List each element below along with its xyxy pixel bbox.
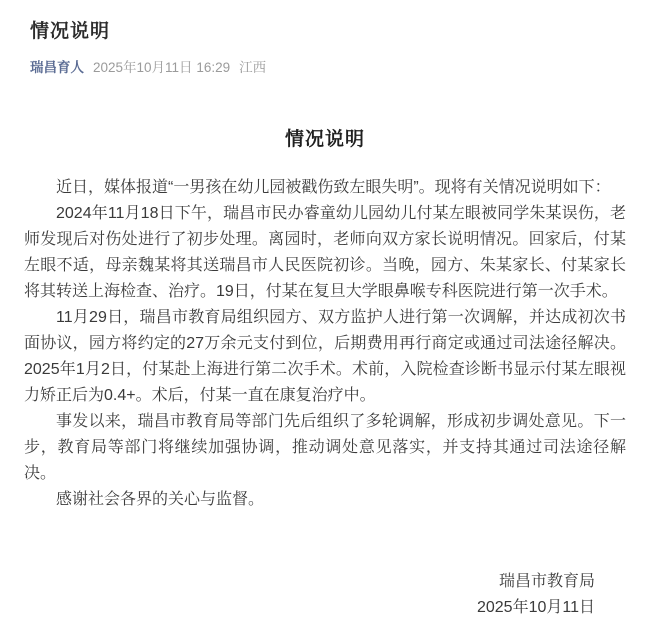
statement-paragraph-4: 事发以来，瑞昌市教育局等部门先后组织了多轮调解，形成初步调处意见。下一步，教育局等部门将继续加强协调，推动调处意见落实，并支持其通过司法途径解决。 xyxy=(24,413,626,482)
article-header xyxy=(0,0,650,76)
statement-paragraph-5: 感谢社会各界的关心与监督。 xyxy=(56,491,265,508)
article-meta xyxy=(30,56,620,76)
signature-block xyxy=(24,569,626,621)
statement-paragraph-1: 近日，媒体报道“一男孩在幼儿园被戳伤致左眼失明”。现将有关情况说明如下： xyxy=(56,179,611,196)
statement-title: 情况说明 xyxy=(284,129,365,150)
author-link[interactable]: 瑞昌育人 xyxy=(30,60,84,75)
signature-date: 2025年10月11日 xyxy=(476,599,595,616)
statement-paragraph-2: 2024年11月18日下午，瑞昌市民办睿童幼儿园幼儿付某左眼被同学朱某误伤，老师发现后对伤处进行了初步处理。离园时，老师向双方家长说明情况。回家后，付某左眼不适，母亲魏某将其送瑞昌市人民医院初诊。当晚，园方、朱某家长、付某家长将其转送上海检查、治疗。19日，付某在复旦大学眼鼻喉专科医院进行第一次手术。 xyxy=(24,205,626,300)
statement-text xyxy=(24,175,626,513)
publish-location: 江西 xyxy=(239,60,267,75)
publish-timestamp: 2025年10月11日 16:29 xyxy=(93,60,231,75)
statement-paragraph-3: 11月29日，瑞昌市教育局组织园方、双方监护人进行第一次调解，并达成初次书面协议，园方将约定的27万余元支付到位，后期费用再行商定或通过司法途径解决。2025年1月2日，付某赴上海进行第二次手术。术前，入院检查诊断书显示付某左眼视力矫正后为0.4+。术后，付某一直在康复治疗中。 xyxy=(24,309,626,404)
signature-name: 瑞昌市教育局 xyxy=(498,573,595,590)
statement-body xyxy=(0,124,650,621)
page-title: 情况说明 xyxy=(30,21,111,42)
